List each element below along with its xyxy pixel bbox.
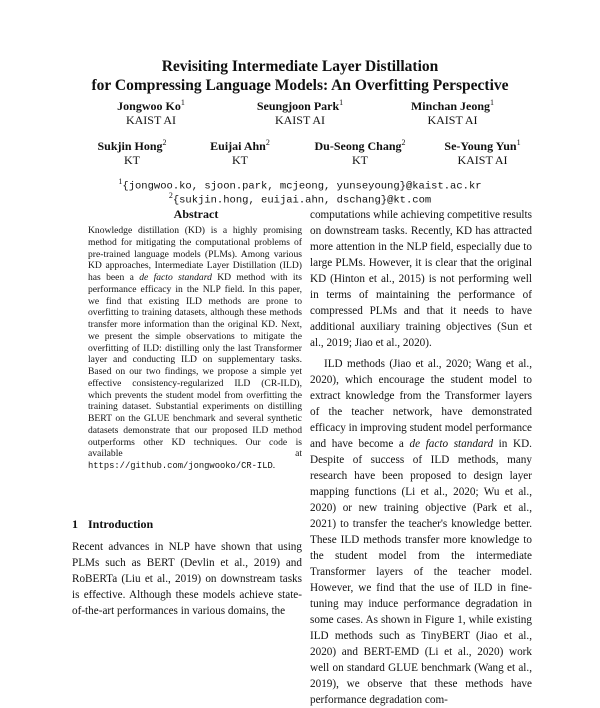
paper-title (0, 57, 600, 95)
author-affiliation: KT (232, 153, 248, 167)
author-affiliation: KAIST AI (427, 113, 478, 127)
abstract-body: Knowledge distillation (KD) is a highly promising method for mitigating the computational problems of pre-trained language models (PLMs). Among various KD approaches, Intermediate Layer Distillation (ILD) has been a de facto standard KD method with its performance efficacy in the NLP field. In this paper, we find that existing ILD methods are prone to overfitting to training datasets, although these methods transfer more information than the original KD. Next, we present the simple observations to mitigate the overfitting of ILD: distilling only the last Transformer layer and conducting ILD on supplementary tasks. Based on our two findings, we propose a simple yet effective consistency-regularized ILD (CR-ILD), which prevents the student model from overfitting the training dataset. Substantial experiments on distilling BERT on the GLUE benchmark and several synthetic datasets demonstrate that our proposed ILD method outperforms other KD techniques. Our code is available at https://github.com/jongwooko/CR-ILD. (88, 225, 302, 471)
right-column (310, 207, 532, 708)
paragraph-kd-attention: computations while achieving competitive results on downstream tasks. Recently, KD has attracted more attention in the NLP field, especially due to large PLMs. However, it is clear that the original KD (Hinton et al., 2015) is not performing well in terms of maintaining the performance of compressed PLMs and that it needs to have additional auxiliary training objectives (Sun et al., 2019; Jiao et al., 2020). (310, 209, 532, 349)
author-sukjin-hong (80, 136, 184, 167)
author-name: Se-Young Yun$^1$ (444, 138, 521, 153)
email-line-2: $^2${sukjin.hong, euijai.ahn, dschang}@kt.com (168, 191, 432, 207)
author-se-young-yun (425, 136, 540, 167)
introduction-body: Recent advances in NLP have shown that using PLMs such as BERT (Devlin et al., 2019) and RoBERTa (Liu et al., 2019) on downstream tasks is effective. Although these models achieve state-of-the-art performances in various domains, the (72, 541, 302, 617)
abstract-heading: Abstract (173, 207, 219, 221)
email-line-1: $^1${jongwoo.ko, sjoon.park, mcjeong, yunseyoung}@kaist.ac.kr (118, 177, 482, 193)
author-minchan-jeong (395, 96, 510, 127)
author-affiliation: KT (124, 153, 140, 167)
author-name: Seungjoon Park$^1$ (256, 98, 344, 113)
section-heading-introduction: 1 Introduction (72, 517, 154, 531)
author-du-seong-chang (300, 136, 420, 167)
author-name: Minchan Jeong$^1$ (410, 98, 494, 113)
author-name: Sukjin Hong$^2$ (97, 138, 167, 153)
author-jongwoo-ko (96, 96, 206, 127)
paper-title-line-1: Revisiting Intermediate Layer Distillation (161, 58, 439, 75)
abstract-emphasis: de facto standard (139, 272, 212, 283)
author-affiliation: KAIST AI (125, 113, 177, 127)
paragraph-ild-methods: ILD methods (Jiao et al., 2020; Wang et al., 2020), which encourage the student model to extract knowledge from the Transformer layers of the teacher network, have demonstrated efficacy in improving student model performance and have become a de facto standard in KD. Despite of success of ILD methods, many research have been proposed to design layer mapping functions (Li et al., 2020; Wu et al., 2020) or new training objective (Park et al., 2021) to transfer the teacher's knowledge better. These ILD methods transfer more knowledge to the student model from the intermediate Transformer layers of the teacher model. However, we find that the use of ILD in fine-tuning may induce performance degradation in some cases. As shown in Figure 1, while existing ILD methods such as TinyBERT (Jiao et al., 2020) and BERT-EMD (Li et al., 2020) work well on standard GLUE benchmark (Wang et al., 2019), we observe that these methods have performance degradation com- (310, 358, 532, 706)
author-name: Jongwoo Ko$^1$ (117, 98, 185, 113)
emphasis-de-facto: de facto standard (409, 438, 494, 450)
paper-title-line-2: for Compressing Language Models: An Overfitting Perspective (91, 77, 509, 94)
author-affiliation: KAIST AI (274, 113, 326, 127)
author-name: Du-Seong Chang$^2$ (314, 138, 406, 153)
code-link[interactable]: https://github.com/jongwooko/CR-ILD (88, 461, 273, 471)
author-seungjoon-park (240, 96, 360, 127)
author-affiliation: KT (352, 153, 368, 167)
author-euijai-ahn (190, 136, 290, 167)
author-name: Euijai Ahn$^2$ (210, 138, 270, 153)
author-affiliation: KAIST AI (457, 153, 508, 167)
